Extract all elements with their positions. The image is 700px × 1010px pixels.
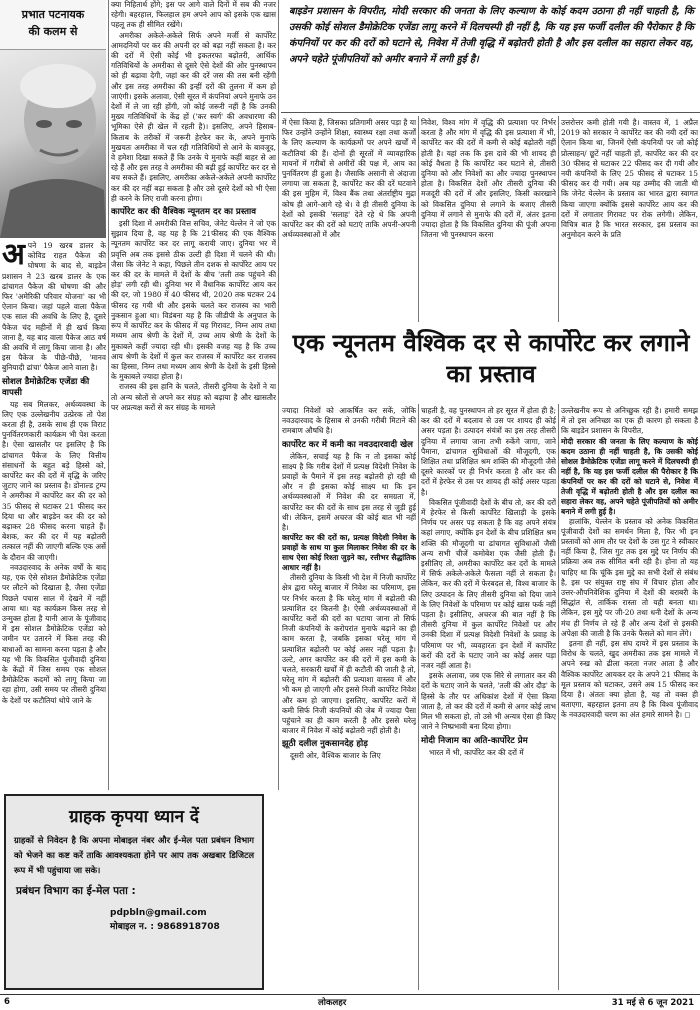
paragraph: क्या निहितार्थ होंगे; इस पर आगे वाले दिनों में सब की नजर रहेगी। बहरहाल, फिलहाल हम अपने आप को इसके एक खास पहलू तक ही सीमित रखेंगे। <box>111 0 276 30</box>
author-byline <box>0 0 106 50</box>
paragraph: लेकिन, सचाई यह है कि न तो इसका कोई साक्ष्य है कि गरीब देशों में प्रत्यक्ष विदेशी निवेश के प्रवाहों के पैमाने में इस तरह बढ़ोतरी हो रही थी और न ही इसका कोई साक्ष्य था कि इन अर्थव्यवस्थाओं में निवेश की दर समग्रता में, कार्पोरेट कर की दरों के साथ इस तरह से जुड़ी हुई थी। लेकिन, इसमें अचरज की कोई बात भी नहीं है। <box>282 451 416 533</box>
article-column-5 <box>561 406 698 991</box>
article-headline: एक न्यूनतम वैश्विक दर से कार्पोरेट कर लगाने का प्रस्ताव <box>292 329 690 388</box>
paragraph: ज्यादा निवेशों को आकर्षित कर सकें, जोकि नवउदारवाद के हिसाब से उनकी गरीबी मिटाने की रामबाण औषधि है। <box>282 406 416 436</box>
column-divider <box>418 404 419 990</box>
paragraph: इसके अलावा, जब एक सिरे से लगातार कर की दरों के घटाए जाने के चलते, 'तली की ओर दौड़' के हिस्से के तौर पर अधिकांश देशों में ऐसा किया जाता है, तो कर की दरों में कमी से अगर कोई लाभ मिल भी सकता हो, तो उसे भी अन्यत्र ऐसा ही किए जाने ने निष्प्रभावी बना दिया होगा। <box>421 671 556 732</box>
page-footer <box>0 994 700 1010</box>
paragraph: इतना ही नहीं, इस संघ दायरे में इस प्रस्ताव के विरोध के चलते, खुद अमरीका तक इस मामले में अपने रुख को ढीला करता नजर आता है और वैश्विक कार्पोरेट आयकर दर के अपने 21 फीसद के मूल प्रस्ताव को घटाकर, उसने अब 15 फीसद कर दिया है। अंततः क्या होता है, यह तो वक्त ही बताएगा, बहरहाल इतना तय है कि विश्व पूंजीवाद के नवउदारवादी चरण का अंत हमारे सामने है। ◻ <box>561 639 698 720</box>
paragraph: भारत में भी, कार्पोरेट कर की दरों में <box>429 747 524 757</box>
paragraph: राजस्व की इस हानि के चलते, तीसरी दुनिया के देशों ने या तो अन्य स्रोतों से अपने कर संग्रह को बढ़ाया है और खासतौर पर अप्रत्यक्ष करों से कर संग्रह के मामले <box>111 382 276 412</box>
paragraph: उत्तरोत्तर कमी होती गयी है। वास्तव में, 1 अप्रैल 2019 को सरकार ने कार्पोरेट कर की नयी दरों का ऐलान किया था, जिनमें ऐसी कंपनियों पर जो कोई प्रोत्साहन/ छूटें नहीं चाहती हों, कार्पोरेट कर की दर 30 फीसद से घटाकर 22 फीसद कर दी गयी और नयी कंपनियों के लिए 25 फीसद से घटाकर 15 फीसद कर दी गयी। अब यह उम्मीद की जाती थी कि जेनेट येल्लेन के प्रस्ताव का भारत द्वारा स्वागत किया जाएगा क्योंकि इससे कार्पोरेट आय कर की दरों में लगातार गिरावट पर रोक लगेगी। लेकिन, विचित्र बात है कि भारत सरकार, इस प्रस्ताव का अनुमोदन करने के प्रति <box>561 118 698 240</box>
notice-email[interactable]: pdpbln@gmail.com <box>110 908 207 918</box>
paragraph: दूसरी ओर, वैश्विक बाजार के लिए <box>290 751 381 761</box>
subscriber-notice <box>4 794 264 990</box>
paragraph: विकसित पूंजीवादी देशों के बीच तो, कर की दरों में हेरफेर से किसी कार्पोरेट खिलाड़ी के इसके निर्णय पर असर पड़ सकता है कि वह अपने संयंत्र कहां लगाए, क्योंकि इन देशों के बीच प्रशिक्षित श्रम शक्ति की मौजूदगी या ढांचागत सुविधाओं जैसी अन्य सभी चीजें कमोबेश एक जैसी होती हैं। इसीलिए तो, अमरीका कार्पोरेट कर दरों के मामले में सिर्फ अकेले-अकेले फैसला नहीं ले सकता है। लेकिन, कर की दरों में फेरबदल से, विश्व बाजार के लिए उत्पादन के लिए तीसरी दुनिया को दिया जाने के लिए निवेशों के परिमाण पर कोई खास फर्क नहीं पड़ता है। इसीलिए, अचरज की बात नहीं है कि तीसरी दुनिया में कुल कार्पोरेट निवेशों पर और उनकी दिशा में प्रत्यक्ष विदेशी निवेशों के प्रवाह के परिमाण पर भी, व्यवहारतः इन देशों में कार्पोरेट करों की दरों के घटाए जाने का कोई असर पड़ा नजर नहीं आता है। <box>421 497 556 671</box>
author-name: प्रभात पटनायक <box>21 8 85 21</box>
divider <box>281 112 700 113</box>
subheading: मोदी निजाम का अति-कार्पोरेट प्रेम <box>421 735 528 746</box>
column-divider <box>558 116 559 322</box>
author-portrait-image <box>0 50 106 238</box>
page-number: 6 <box>4 997 10 1007</box>
paragraph: हालांकि, येल्लेन के प्रस्ताव को अनेक विकसित पूंजीवादी देशों का समर्थन मिला है, फिर भी इन प्रस्तावों को आम तौर पर देशों के उस गुट ने स्वीकार नहीं किया है, जिस गुट तक इस मुद्दे पर निर्णय की प्रक्रिया अब तक सीमित बनी रही है। होना तो यह चाहिए था कि चूंकि इस मुद्दे का सभी देशों से संबंध है, इस पर संयुक्त राष्ट्र संघ में विचार होता और उत्तर-औपनिवेशिक दुनिया में देशों की बराबरी के सिद्धांत से, तार्किक रास्ता तो यही बनता था। लेकिन, इस मुद्दे पर जी-20 तथा धनी देशों के अन्य मंच ही निर्णय ले रहे हैं और अन्य देशों से इसकी अपेक्षा की जाती है कि उनके फैसले को मान लेंगे। <box>561 516 698 638</box>
article-column-4-top <box>421 118 556 321</box>
column-divider <box>558 404 559 990</box>
byline-subtitle: की कलम से <box>28 25 78 38</box>
paragraph: नवउदारवाद के अनेक वर्षों के बाद यह, एक ऐसे सोशल डैमोक्रेटिक एजेंडा पर लौटने को दिखाता है, जैसा एजेंडा पिछले पचास साल में देखने में नहीं आया था। यह कार्यक्रम किस तरह से उन्मुक्त होता है यानी आज के पूंजीवाद में इस सोशल डैमोक्रेटिक एजेंडा को जमीन पर उतारने में किस तरह की बाधाओं का सामना करना पड़ता है और यह भी कि विकसित पूंजीवादी दुनिया के केंद्रों में जिस समय एक सोशल डैमोक्रेटिक कदमों को लागू किया जा रहा होगा, उसी समय पर तीसरी दुनिया के देशों पर कटौतियां थोपे जाने के <box>2 562 106 705</box>
paragraph: तीसरी दुनिया के किसी भी देश में निजी कार्पोरेट क्षेत्र द्वारा घरेलू बाजार में निवेश का परिमाण, इस पर निर्भर करता है कि घरेलू मांग में बढ़ोतरी की प्रत्याशित दर कितनी है। ऐसी अर्थव्यवस्थाओं में कार्पोरेट करों की दरों का घटाया जाना तो सिर्फ निजी कंपनियों के करोपरांत मुनाफे बढ़ाने का ही काम करता है, जबकि इसका घरेलू मांग में प्रत्याशित बढ़ोतरी पर कोई असर नहीं पड़ता है। उल्टे, अगर कार्पोरेट कर की दरों में इस कमी के चलते, सरकारी खर्चों में ही कटौती की जाती है तो, घरेलू मांग में बढ़ोतरी की प्रत्याशा वास्तव में और भी कम हो जाएगी और इससे निजी कार्पोरेट निवेश और कम हो जाएगा। इसलिए, कार्पोरेट करों में कमी सिर्फ निजी कंपनियों की जेब में ज्यादा पैसा पहुंचाने का ही काम करती है और इससे घरेलू बाजार में निवेश में कोई बढ़ोतरी नहीं होती है। <box>282 573 416 736</box>
highlighted-statement: मोदी सरकार की जनता के लिए कल्याण के कोई कदम उठाना ही नहीं चाहती है, कि उसकी कोई सोशल डैमोक्रेटिक एजेंडा लागू करने में दिलचस्पी ही नहीं है, कि यह इस फर्जी दलील की पैरोकार है कि कंपनियों पर कर की दरों को घटाने से, निवेश में तेजी वृद्धि में बढ़ोतरी होती है और इस दलील का सहारा लेकर वह, अपने चहेते पूंजीपतियों को अमीर बनाने में लगी हुई है। <box>561 436 698 516</box>
pull-quote: बाइडेन प्रशासन के विपरीत, मोदी सरकार की जनता के लिए कल्याण के कोई कदम उठाना ही नहीं चाहती है, कि उसकी कोई सोशल डैमोक्रेटिक एजेंडा लागू करने में दिलचस्पी ही नहीं है, कि यह इस फर्जी दलील की पैरोकार है कि कंपनियों पर कर की दरों को घटाने से, निवेश में तेजी वृद्धि में बढ़ोतरी होती है और इस दलील का सहारा लेकर वह, अपने चहेते पूंजीपतियों को अमीर बनाने में लगी हुई है। <box>289 6 694 65</box>
column-divider <box>418 116 419 322</box>
article-column-5-top <box>561 118 698 321</box>
column-divider <box>108 0 109 790</box>
paragraph: पने 19 खरब डालर के कोविड राहत पैकेज की घोषणा के बाद से, बाइडेन प्रशासन ने 23 खरब डालर के एक ढांचागत पैकेज की घोषणा की और फिर 'अमेरिकी परिवार योजना' का भी ऐलान किया। जहां पहले वाला पैकेज एक साल की अवधि के लिए है, दूसरे पैकेज चंद महीनों में ही खर्च किया जाना है, यह बाद वाला पैकेज आठ वर्ष की अवधि में लागू किया जाना है। और इस पैकेज के पीछे-पीछे, 'मानव बुनियादी ढांचा' पैकेज आने वाला है। <box>2 241 106 373</box>
subheading: कार्पोरेट कर की वैश्विक न्यूनतम दर का प्रस्ताव <box>111 207 257 218</box>
paragraph: निवेश, विश्व मांग में वृद्धि की प्रत्याशा पर निर्भर करता है और मांग में वृद्धि की इस प्रत्याशा में भी, कार्पोरेट कर की दरों में कमी से कोई बढ़ोतरी नहीं होती है। यहां तक कि इस दावे की भी शायद ही कोई वैधता है कि कार्पोरेट कर घटाने से, तीसरी दुनिया को और निवेशों का और ज्यादा पुनस्थापन होता है। विकसित देशों और तीसरी दुनिया की मजदूरी की दरों में और इसलिए, किसी कारखाने को विकसित दुनिया से लगाने के बजाए तीसरी दुनिया में लगाने से मुनाफे की दरों में, अंतर इतना ज्यादा होता है कि विकसित दुनिया की पूंजी अपना जितना भी पुनस्थापन करना <box>421 118 556 240</box>
article-column-3-top <box>282 118 416 321</box>
issue-date: 31 मई से 6 जून 2021 <box>611 998 694 1008</box>
column-divider <box>278 0 279 790</box>
paragraph: उल्लेखनीय रूप से अनिच्छुक रही है। हमारी समझ में तो इस अनिच्छा का एक ही कारण हो सकता है कि बाइडेन प्रशासन के विपरीत, <box>561 406 698 436</box>
subheading: सोशल डैमोक्रेटिक एजेंडा की वापसी <box>2 376 90 398</box>
subheading: झूठी दलील नुकसानदेह होड़ <box>282 739 368 750</box>
paragraph: चाहती है, वह पुनस्थापन तो हर सूरत में होता ही है; कर की दरों में बदलाव से उस पर शायद ही कोई असर पड़ता है। उत्पादन संयंत्रों का इस तरह तीसरी दुनिया में लगाया जाना तभी रुकेंगे जागा, जाने पैमाना, ढांचागत सुविधाओं की मौजूदगी, एक शिक्षित तथा प्रशिक्षित श्रम शक्ति की मौजूदगी जैसे दूसरे कारकों पर ही निर्भर करता है और कर की दरों में हेरफेर से उस पर शायद ही कोई असर पड़ता है। <box>421 406 556 497</box>
paragraph: इसी दिशा में अमरीकी वित्त सचिव, जेनेट येल्लेन ने जो एक सुझाव दिया है, वह यह है कि 21फीसद की एक वैश्विक न्यूनतम कार्पोरेट कर दर लागू करायी जाए। दुनिया भर में प्रवृत्ति अब तक इससे ठीक उल्टी ही दिशा में चलने की थी। जैसा कि जेनेट ने कहा, पिछले तीन दशक से कार्पोरेट आय पर कर की दर के मामले में देशों के बीच 'तली तक पहुंचने की होड़' लगी रही थी। दुनिया भर में वैधानिक कार्पोरेट आय कर की दर, जो 1980 में 40 फीसद थी, 2020 तक घटकर 24 फीसद रह गयी थी और इसके चलते कर राजस्व का भारी नुकसान हुआ था। विडंबना यह है कि जीडीपी के अनुपात के रूप में कार्पोरेट कर के फीसद में यह गिरावट, निम्न आय तथा मध्यम आय श्रेणी के देशों में, उच्च आय श्रेणी के देशों के मुकाबले कहीं ज्यादा रही थी। इसकी वजह यह है कि उच्च आय श्रेणी के देशों में कुल कर राजस्व में कार्पोरेट कर राजस्व का हिस्सा, निम्न तथा मध्यम आय श्रेणी के देशों के इसी हिस्से के मुकाबले ज्यादा होता है। <box>111 219 276 382</box>
paragraph: यह सब मिलकर, अर्थव्यवस्था के लिए एक उल्लेखनीय उत्प्रेरक तो पेश करता ही है, उसके साथ ही एक विराट पुनर्वितरणकारी कार्यक्रम भी पेश करता है। ऐसा खासतौर पर इसलिए है कि ढांचागत पैकेज के लिए वित्तीय संसाधनों के बहुत बड़े हिस्से को, कार्पोरेट कर की दरों में वृद्धि के जरिए जुटाए जाने का प्रस्ताव है। डोनाल्ड ट्रम्प ने अमरीका में कार्पोरेट कर की दर को 35 फीसद से घटाकर 21 फीसद कर दिया था और बाइडेन कर की दर को बढ़ाकर 28 फीसद करना चाहते हैं। बेशक, कर की दर में यह बढ़ोतरी तत्काल नहीं की जाएगी बल्कि एक अर्से के दौरान की जाएगी। <box>2 399 106 562</box>
paragraph: अमरीका अकेले-अकेले सिर्फ अपने मर्जी से कार्पोरेट आमदनियों पर कर की अपनी दर को बढ़ा नहीं सकता है। कर की दरों में ऐसी कोई भी इकतरफा बढ़ोतरी, आर्थिक गतिविधियों के अमरीका से दूसरे ऐसे देशों की ओर पुनस्थापन को ही बढ़ावा देगी, जहां कर की दरें जस की तस बनी रहेंगी और इस तरह अमरीका की इन्हीं दरों की तुलना में कम हो जाएंगी। इसके अलावा, ऐसी सूरत में कंपनियां अपने मुनाफे उन देशों में ले जा रही होंगी, जो कोई जरूरी नहीं है कि उनकी मुख्य गतिविधियों के केंद्र हों ('कर स्वर्ग' की अवधारणा की भूमिका ऐसे ही खेल में रहती है)। इसलिए, अपने हिसाब-किताब के तरीकों में जरूरी हेरफेर कर के, अपने मुनाफे मुखयतः अमरीका में चल रही गतिविधियों से आने के बावजूद, वे हमेशा दिखा सकते हैं कि उनके ये मुनाफे कहीं बाहर से आ रहे हैं और इस तरह वे अमरीका की बढ़ी हुई कार्पोरेट कर दर से बच सकते हैं। इसलिए, अमरीका अकेले-अकेले अपनी कार्पोरेट कर की दर नहीं बढ़ा सकता है और उसे दूसरे देशों को भी ऐसा ही करने के लिए राजी करना होगा। <box>111 30 276 203</box>
drop-cap: अ <box>2 241 25 272</box>
author-photo <box>0 50 106 238</box>
highlighted-statement: कार्पोरेट कर की दरों का, प्रत्यक्ष विदेशी निवेश के प्रवाहों के साथ या कुल मिलाकर निवेश की दर के साथ ऐसा कोई रिश्ता जुड़ने का, रत्तीभर सैद्धांतिक आधार नहीं है। <box>282 533 416 573</box>
article-column-1 <box>2 241 106 791</box>
article-column-2 <box>111 0 276 790</box>
article-column-3 <box>282 406 416 991</box>
notice-body: ग्राहकों से निवेदन है कि अपना मोबाइल नंबर और ई-मेल पता प्रबंधन विभाग को भेजने का कष्ट करें ताकि आवश्यकता होने पर आप तक अखबार डिजिटल रूप में भी पहुंचाया जा सके। <box>14 835 254 875</box>
subheading: कार्पोरेट कर में कमी का नवउदारवादी खेल <box>282 439 413 450</box>
newspaper-name: लोकलहर <box>318 998 347 1008</box>
notice-title: ग्राहक कृपया ध्यान दें <box>69 807 199 827</box>
notice-email-label: प्रबंधन विभाग का ई-मेल पता : <box>16 885 136 897</box>
paragraph: में ऐसा किया है, जिसका प्रतिगामी असर पड़ा है या फिर उन्होंने उन्होंने शिक्षा, स्वास्थ्य रक्षा तथा कर्जों के लिए कल्याण के कार्यक्रमों पर अपने खर्चों में कटौतियां की हैं। दोनों ही सूरतों में व्यावहारिक मायनों में गरीबों से अमीरों की पक्ष में, आय का पुनर्वितरण ही हुआ है। जैसाकि असानी से अंदाजा लगाया जा सकता है, कार्पोरेट कर की दरें घटवाने की इस मुहिम में, विश्व बैंक तथा अंतर्राष्ट्रीय मुद्रा कोष ही आगे-आगे रहे थे। वे ही तीसरी दुनिया के देशों को इसकी 'सलाह' देते रहे थे कि अपनी कार्पोरेट कर की दरों को घटाएं ताकि अपनी-अपनी अर्थव्यवस्थाओं में और <box>282 118 416 240</box>
article-column-4 <box>421 406 556 991</box>
notice-mobile: मोबाइल न. : 9868918708 <box>110 922 220 932</box>
